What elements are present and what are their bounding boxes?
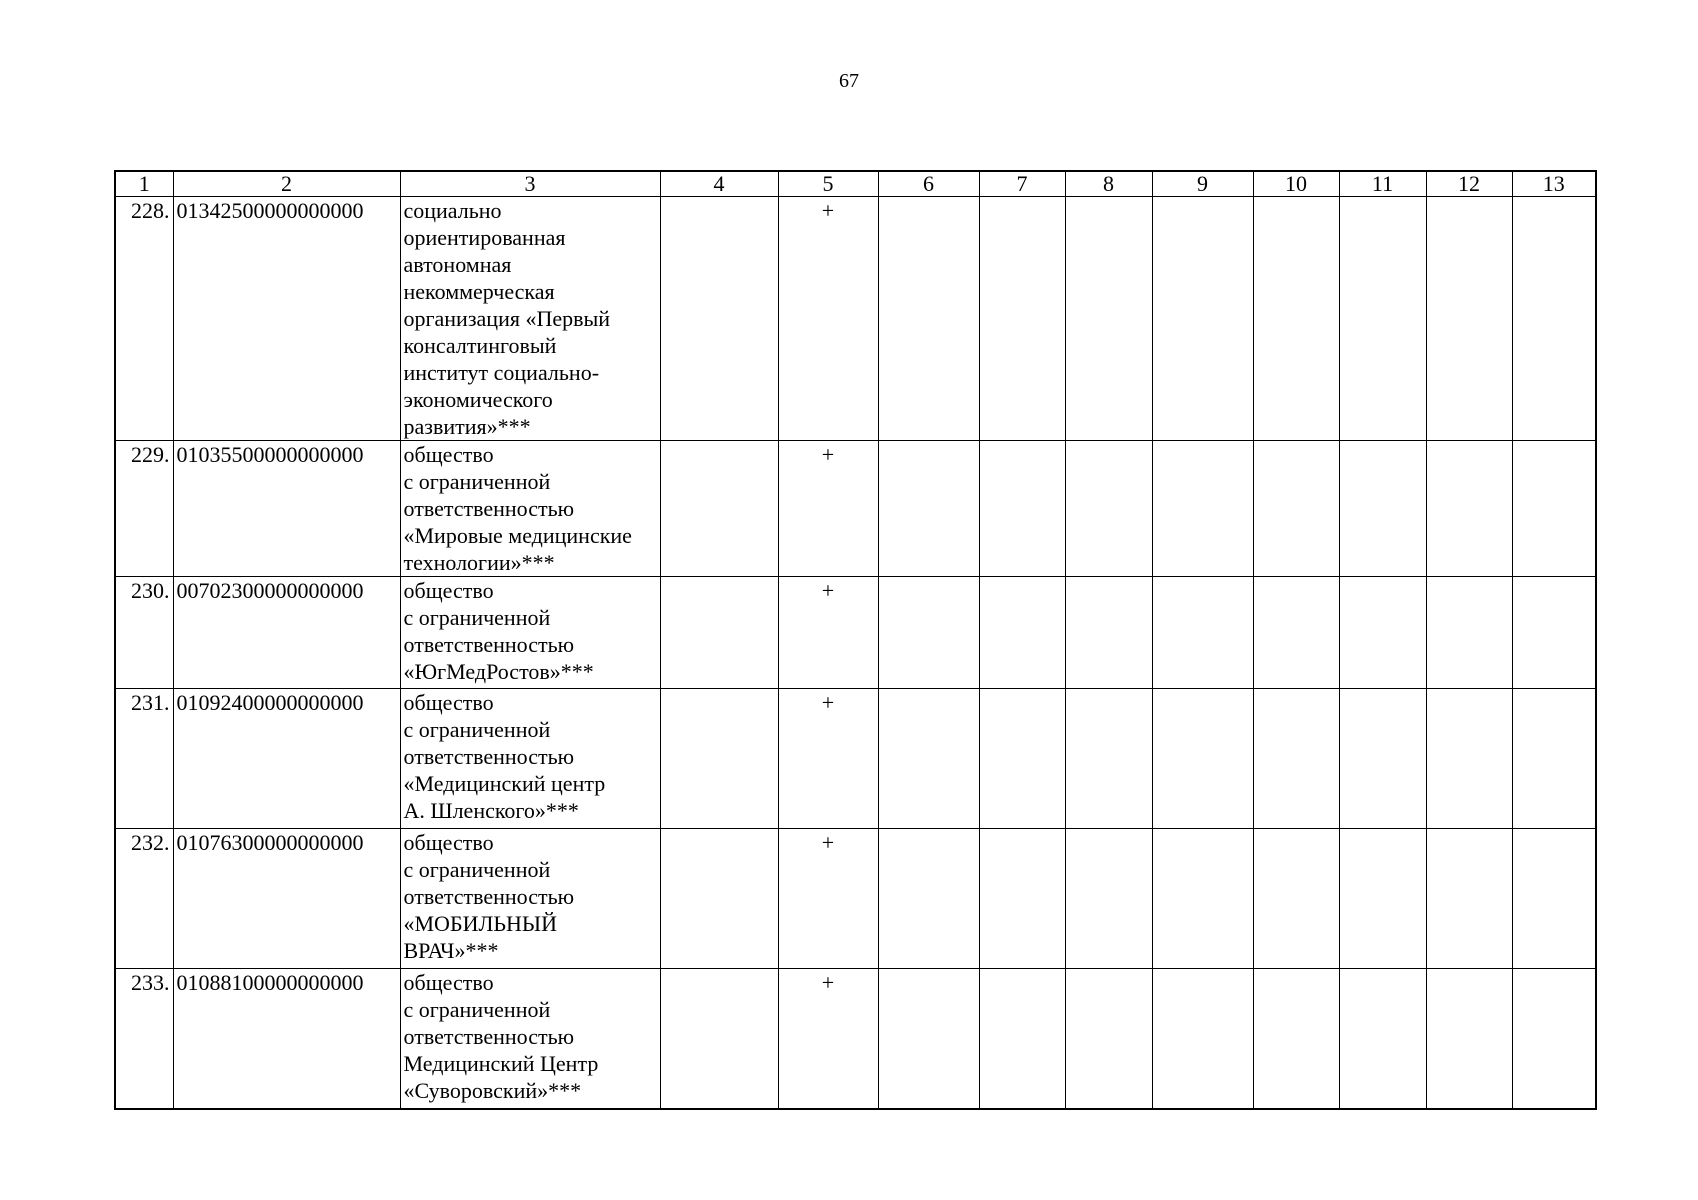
cell-col4 xyxy=(660,197,778,441)
table-header-row xyxy=(115,171,1596,197)
cell-empty xyxy=(1152,689,1253,829)
column-header: 10 xyxy=(1253,171,1339,197)
cell-empty xyxy=(979,969,1065,1109)
table-row xyxy=(115,441,1596,577)
row-number: 230. xyxy=(115,577,173,689)
cell-empty xyxy=(1065,577,1152,689)
column-header: 11 xyxy=(1339,171,1426,197)
cell-empty xyxy=(1152,441,1253,577)
column-header: 7 xyxy=(979,171,1065,197)
cell-empty xyxy=(1512,969,1596,1109)
cell-col5-mark: + xyxy=(778,829,878,969)
cell-empty xyxy=(979,689,1065,829)
cell-empty xyxy=(979,577,1065,689)
table-row xyxy=(115,577,1596,689)
column-header: 3 xyxy=(400,171,660,197)
cell-col5-mark: + xyxy=(778,441,878,577)
cell-empty xyxy=(1512,577,1596,689)
row-organization-name: общество с ограниченной ответственностью «МОБИЛЬНЫЙ ВРАЧ»*** xyxy=(400,829,660,969)
cell-empty xyxy=(1065,829,1152,969)
cell-empty xyxy=(1426,969,1512,1109)
cell-empty xyxy=(1152,829,1253,969)
row-organization-name: социально ориентированная автономная некоммерческая организация «Первый консалтинговый институт социально- экономического развития»*** xyxy=(400,197,660,441)
row-code: 01035500000000000 xyxy=(173,441,400,577)
cell-empty xyxy=(1253,577,1339,689)
column-header: 4 xyxy=(660,171,778,197)
cell-empty xyxy=(979,829,1065,969)
cell-empty xyxy=(878,689,979,829)
cell-empty xyxy=(878,829,979,969)
cell-empty xyxy=(1426,577,1512,689)
cell-empty xyxy=(1065,197,1152,441)
cell-empty xyxy=(1339,689,1426,829)
column-header: 8 xyxy=(1065,171,1152,197)
table-row xyxy=(115,829,1596,969)
row-code: 00702300000000000 xyxy=(173,577,400,689)
cell-empty xyxy=(1253,197,1339,441)
row-code: 01342500000000000 xyxy=(173,197,400,441)
column-header: 13 xyxy=(1512,171,1596,197)
table-row xyxy=(115,969,1596,1109)
cell-col5-mark: + xyxy=(778,197,878,441)
column-header: 5 xyxy=(778,171,878,197)
cell-empty xyxy=(878,577,979,689)
table-row xyxy=(115,197,1596,441)
column-header: 9 xyxy=(1152,171,1253,197)
cell-empty xyxy=(1152,969,1253,1109)
cell-empty xyxy=(1065,441,1152,577)
column-header: 12 xyxy=(1426,171,1512,197)
cell-empty xyxy=(878,197,979,441)
cell-empty xyxy=(1339,197,1426,441)
row-code: 01088100000000000 xyxy=(173,969,400,1109)
cell-empty xyxy=(979,441,1065,577)
row-number: 231. xyxy=(115,689,173,829)
page-number: 67 xyxy=(839,70,859,92)
cell-empty xyxy=(878,969,979,1109)
cell-col5-mark: + xyxy=(778,577,878,689)
row-code: 01092400000000000 xyxy=(173,689,400,829)
cell-col4 xyxy=(660,829,778,969)
registry-table xyxy=(114,170,1597,1110)
cell-empty xyxy=(878,441,979,577)
cell-col4 xyxy=(660,441,778,577)
cell-empty xyxy=(1512,829,1596,969)
cell-empty xyxy=(1426,197,1512,441)
cell-empty xyxy=(1339,969,1426,1109)
cell-empty xyxy=(979,197,1065,441)
cell-empty xyxy=(1253,829,1339,969)
cell-empty xyxy=(1426,689,1512,829)
cell-col4 xyxy=(660,689,778,829)
row-code: 01076300000000000 xyxy=(173,829,400,969)
row-number: 229. xyxy=(115,441,173,577)
cell-empty xyxy=(1426,441,1512,577)
cell-empty xyxy=(1426,829,1512,969)
column-header: 1 xyxy=(115,171,173,197)
cell-empty xyxy=(1253,689,1339,829)
cell-col5-mark: + xyxy=(778,689,878,829)
column-header: 2 xyxy=(173,171,400,197)
column-header: 6 xyxy=(878,171,979,197)
cell-empty xyxy=(1152,197,1253,441)
cell-empty xyxy=(1339,829,1426,969)
row-organization-name: общество с ограниченной ответственностью Медицинский Центр «Суворовский»*** xyxy=(400,969,660,1109)
cell-empty xyxy=(1253,969,1339,1109)
cell-empty xyxy=(1339,577,1426,689)
table-row xyxy=(115,689,1596,829)
cell-empty xyxy=(1253,441,1339,577)
row-organization-name: общество с ограниченной ответственностью «Мировые медицинские технологии»*** xyxy=(400,441,660,577)
row-number: 232. xyxy=(115,829,173,969)
cell-empty xyxy=(1065,969,1152,1109)
cell-empty xyxy=(1512,689,1596,829)
row-organization-name: общество с ограниченной ответственностью «Медицинский центр А. Шленского»*** xyxy=(400,689,660,829)
cell-empty xyxy=(1065,689,1152,829)
cell-col4 xyxy=(660,577,778,689)
cell-empty xyxy=(1512,441,1596,577)
cell-col4 xyxy=(660,969,778,1109)
cell-col5-mark: + xyxy=(778,969,878,1109)
cell-empty xyxy=(1339,441,1426,577)
cell-empty xyxy=(1512,197,1596,441)
cell-empty xyxy=(1152,577,1253,689)
row-organization-name: общество с ограниченной ответственностью «ЮгМедРостов»*** xyxy=(400,577,660,689)
row-number: 228. xyxy=(115,197,173,441)
row-number: 233. xyxy=(115,969,173,1109)
